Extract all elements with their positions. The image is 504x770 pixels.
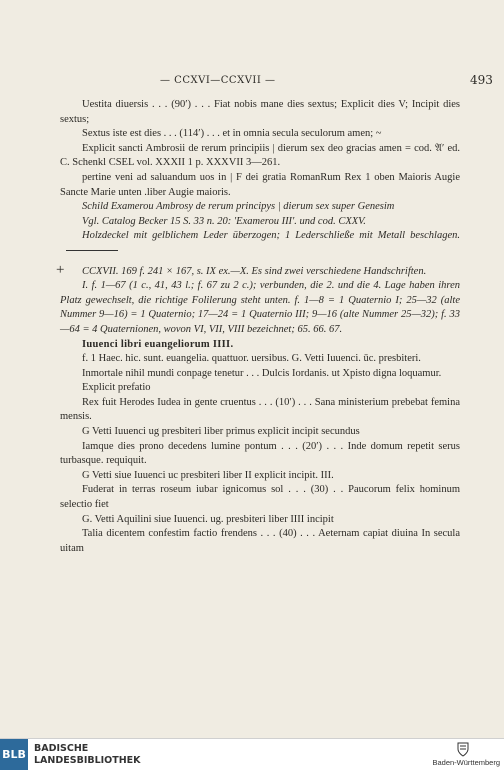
footer-bar — [0, 738, 504, 770]
text-line: Rex fuit Herodes Iudea in gente cruentus . . . (10′) . . . Sana ministerium prebebat femina mensis. — [60, 396, 460, 423]
library-logo[interactable]: BLB — [0, 739, 28, 770]
text-line: f. 1 Haec. hic. sunt. euangelia. quattuor. uersibus. G. Vetti Iuuenci. ūc. presbiteri. — [82, 353, 421, 365]
divider — [66, 250, 118, 251]
text-line: G. Vetti Aquilini siue Iuuenci. ug. presbiteri liber IIII incipit — [82, 513, 334, 525]
text-line: G Vetti siue Iuuenci uc presbiteri liber II explicit incipit. III. — [82, 469, 334, 481]
text-line — [60, 229, 460, 258]
text-line: Talia dicentem confestim factio frendens . . . (40) . . . Aeternam capiat diuina In secula uitam — [60, 528, 460, 554]
library-name-line2: LANDESBIBLIOTHEK — [34, 755, 141, 766]
text-line: Explicit prefatio — [82, 382, 151, 394]
text-title: Iuuenci libri euangeliorum IIII. — [82, 338, 234, 350]
text-line: Sextus iste est dies . . . (114′) . . . et in omnia secula seculorum amen; ~ — [82, 128, 382, 140]
text-line: Fuderat in terras roseum iubar ignicomus sol . . . (30) . . Paucorum felix hominum selectio fiet — [60, 484, 460, 511]
binding-note: Holzdeckel mit gelblichem Leder überzogen; 1 Lederschließe mit Metall beschlagen. — [82, 230, 460, 242]
state-name: Baden-Württemberg — [432, 758, 500, 767]
body-text — [56, 98, 460, 556]
entry-heading-text: CCXVII. 169 f. 241 × 167, s. IX ex.—X. Es sind zwei verschiedene Handschriften. — [82, 265, 427, 277]
entry-heading — [56, 261, 460, 280]
margin-mark: + — [56, 261, 65, 278]
text-line: Uestita diuersis . . . (90′) . . . Fiat nobis mane dies sextus; Explicit dies V; Incipit dies sextus; — [60, 99, 460, 125]
text-line: Iamque dies prono decedens lumine pontum . . . (20′) . . . Inde domum repetit serus turbasque. requiquit. — [60, 440, 460, 467]
library-name-line1: BADISCHE — [34, 743, 89, 754]
running-head: — CCXVI—CCXVII — — [160, 75, 276, 86]
text-line: Schild Examerou Ambrosy de rerum principys | dierum sex super Genesim — [82, 201, 395, 213]
text-line: G Vetti Iuuenci ug presbiteri liber primus explicit incipit secundus — [82, 426, 360, 438]
text-line: Explicit sancti Ambrosii de rerum principiis | dierum sex deo gracias amen = cod. 𝔄′ ed. C. Schenkl CSEL vol. XXXII 1 p. XXXVII 3—261. — [60, 142, 460, 169]
text-line: pertine veni ad saluandum uos in | F dei gratia RomanRum Rex 1 oben Maioris Augie Sancte Marie unten .liber Augie maioris. — [60, 171, 460, 198]
text-line: I. f. 1—67 (1 c., 41, 43 l.; f. 67 zu 2 c.); verbunden, die 2. und die 4. Lage haben ihren Platz gewechselt, die richtige Folilerung steht unten. f. 1—8 = 1 Quaternio I; 25—32 (alte Nummer 9—16) = 1 Quaternio; 17—24 = 1 Quaternio III; 9—16 (alte Nummer 25—32); f. 33—64 = 4 Quaternionen, wovon VI, VII, VIII bezeichnet; 65. 66. 67. — [60, 280, 460, 335]
library-name — [34, 743, 141, 767]
page-number: 493 — [470, 73, 493, 87]
text-line: Vgl. Catalog Becker 15 S. 33 n. 20: 'Examerou III'. und cod. CXXV. — [82, 215, 366, 227]
text-line: Inmortale nihil mundi conpage tenetur . . . Dulcis Iordanis. ut Xpisto digna loquamur. — [82, 367, 442, 379]
